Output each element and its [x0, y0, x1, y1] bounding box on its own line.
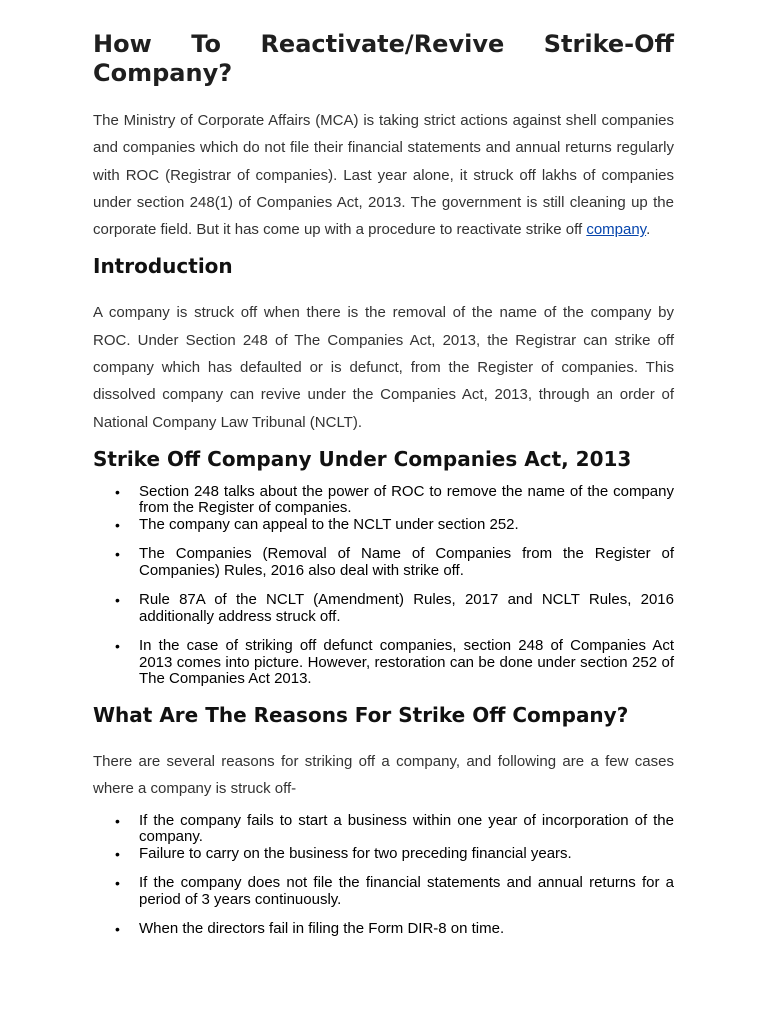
list-item: • When the directors fail in filing the Form DIR-8 on time.: [139, 921, 674, 938]
introduction-heading: Introduction: [93, 254, 233, 279]
intro-text-end: .: [646, 221, 651, 239]
list-item: • If the company fails to start a business within one year of incorporation of the company.: [139, 813, 674, 846]
title-line-2: Company?: [93, 59, 233, 87]
strike-off-list: [93, 484, 674, 688]
title-line-1: [93, 30, 674, 59]
intro-paragraph: [93, 107, 674, 243]
intro-text: The Ministry of Corporate Affairs (MCA) is taking strict actions against shell companies and companies which do not file their financial statements and annual returns regularly with ROC (Registrar of companies). Last year alone, it struck off lakhs of companies under section 248(1) of Companies Act, 2013. The government is still cleaning up the corporate field. But it has come up with a procedure to reactivate strike off: [93, 112, 674, 239]
page-title: [93, 30, 674, 88]
list-item: • If the company does not file the financial statements and annual returns for a period of 3 years continuously.: [139, 875, 674, 908]
list-item: • Section 248 talks about the power of ROC to remove the name of the company from the Register of companies.: [139, 484, 674, 517]
list-item: • The company can appeal to the NCLT under section 252.: [139, 517, 674, 534]
list-item: • The Companies (Removal of Name of Companies from the Register of Companies) Rules, 2016 also deal with strike off.: [139, 546, 674, 579]
title-word: Reactivate/Revive: [260, 30, 505, 58]
list-item: • Rule 87A of the NCLT (Amendment) Rules, 2017 and NCLT Rules, 2016 additionally address struck off.: [139, 592, 674, 625]
reasons-list: [93, 813, 674, 938]
company-link[interactable]: company: [586, 221, 647, 239]
strike-off-heading: Strike Off Company Under Companies Act, 2013: [93, 446, 632, 471]
title-word: How: [93, 30, 152, 58]
reasons-heading: What Are The Reasons For Strike Off Company?: [93, 702, 629, 727]
title-word: Strike-Off: [543, 30, 674, 58]
list-item: • In the case of striking off defunct companies, section 248 of Companies Act 2013 comes into picture. However, restoration can be done under section 252 of The Companies Act 2013.: [139, 638, 674, 688]
introduction-paragraph: A company is struck off when there is the removal of the name of the company by ROC. Under Section 248 of The Companies Act, 2013, the Registrar can strike off company which has defaulted or is defunct, from the Register of companies. This dissolved company can revive under the Companies Act, 2013, through an order of National Company Law Tribunal (NCLT).: [93, 304, 674, 431]
article-content: [93, 30, 674, 938]
list-item: • Failure to carry on the business for two preceding financial years.: [139, 846, 674, 863]
reasons-paragraph: There are several reasons for striking off a company, and following are a few cases where a company is struck off-: [93, 752, 674, 798]
title-word: To: [191, 30, 221, 58]
